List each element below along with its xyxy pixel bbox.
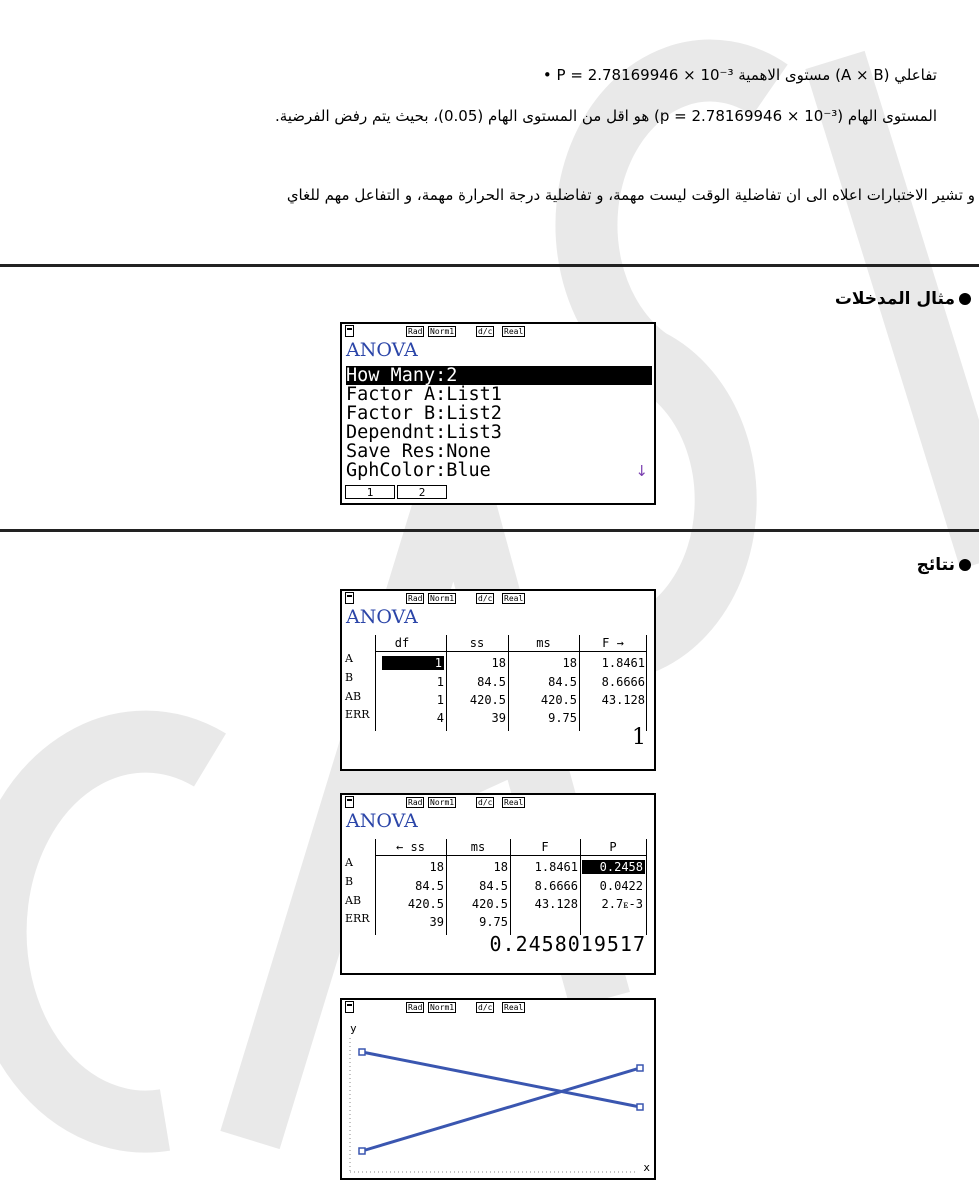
anova-setup-screen [340, 322, 656, 505]
table-cell[interactable]: 84.5 [548, 675, 577, 689]
interaction-line: • P = 2.78169946 × 10⁻³ مستوى الاهمية (A × B) تفاعلي [542, 66, 937, 84]
fkey-1[interactable]: 1 [345, 485, 395, 499]
status-bar [342, 795, 654, 811]
setup-row-factor-a[interactable]: Factor A:List1 [346, 384, 502, 405]
screen-title: ANOVA [346, 810, 418, 832]
status-tag-real: Real [504, 798, 524, 807]
table-cell[interactable]: 1.8461 [601, 656, 645, 670]
selected-value-readout: 0.2458019517 [489, 932, 646, 956]
table-cell[interactable]: 84.5 [479, 879, 508, 893]
table-cell[interactable]: 0.0422 [599, 879, 643, 893]
status-tag-norm: Norm1 [430, 327, 455, 336]
table-cell[interactable]: 84.5 [415, 879, 444, 893]
y-axis-label: y [350, 1022, 357, 1035]
status-tag-real: Real [504, 1003, 524, 1012]
data-point [359, 1049, 365, 1055]
fkey-2[interactable]: 2 [397, 485, 447, 499]
bullet-icon [959, 293, 971, 305]
table-cell[interactable]: 420.5 [407, 897, 444, 911]
column-header: df [394, 636, 410, 650]
clipboard-icon [345, 592, 354, 604]
table-cell-selected[interactable]: 0.2458 [582, 860, 645, 874]
status-tag-rad: Rad [408, 327, 423, 336]
table-cell[interactable]: 18 [491, 656, 506, 670]
setup-row-how-many[interactable]: How Many:2 [346, 366, 652, 385]
interaction-graph-screen [340, 998, 656, 1180]
table-cell[interactable]: 9.75 [548, 711, 577, 725]
status-tag-dc: d/c [478, 798, 493, 807]
significance-line: المستوى الهام (p = 2.78169946 × 10⁻³) هو اقل من المستوى الهام (0.05)، بحيث يتم رفض الفرضية. [274, 107, 937, 125]
row-label: AB [345, 690, 362, 703]
column-header: ms [470, 840, 486, 854]
row-label: A [345, 652, 353, 665]
status-tag-norm: Norm1 [430, 1003, 455, 1012]
status-tag-norm: Norm1 [430, 798, 455, 807]
table-cell[interactable]: 43.128 [534, 897, 578, 911]
table-cell[interactable]: 18 [493, 860, 508, 874]
table-cell[interactable]: 1 [436, 675, 444, 689]
table-cell-selected[interactable]: 1 [382, 656, 444, 670]
row-label: ERR [345, 912, 370, 925]
setup-row-graph-color[interactable]: GphColor:Blue [346, 460, 491, 481]
table-cell[interactable]: 18 [429, 860, 444, 874]
screen-title: ANOVA [346, 606, 418, 628]
table-cell[interactable]: 43.128 [601, 693, 645, 707]
data-point [637, 1065, 643, 1071]
table-cell[interactable]: 420.5 [469, 693, 506, 707]
setup-row-save-res[interactable]: Save Res:None [346, 441, 491, 462]
table-cell[interactable]: 18 [562, 656, 577, 670]
data-point [637, 1104, 643, 1110]
status-tag-norm: Norm1 [430, 594, 455, 603]
anova-table-1 [342, 631, 654, 731]
conclusion-line: و تشير الاختبارات اعلاه الى ان تفاضلية الوقت ليست مهمة، و تفاضلية درجة الحرارة مهمة، و التفاعل مهم للغاي [286, 186, 975, 204]
column-header: F → [602, 636, 624, 650]
selected-value-readout: 1 [632, 725, 646, 750]
input-example-heading: مثال المدخلات [835, 289, 971, 309]
row-label: B [345, 671, 354, 684]
row-label: A [345, 856, 353, 869]
x-axis-label: x [643, 1161, 650, 1174]
column-header: ss [469, 636, 485, 650]
table-cell[interactable]: 2.7ᴇ-3 [601, 897, 643, 911]
anova-results-screen-1 [340, 589, 656, 771]
table-cell[interactable]: 84.5 [477, 675, 506, 689]
status-tag-dc: d/c [478, 594, 493, 603]
bullet-icon [959, 559, 971, 571]
setup-row-factor-b[interactable]: Factor B:List2 [346, 403, 502, 424]
status-tag-real: Real [504, 327, 524, 336]
table-cell[interactable]: 39 [491, 711, 506, 725]
table-cell[interactable]: 1.8461 [534, 860, 578, 874]
row-label: B [345, 875, 354, 888]
status-tag-rad: Rad [408, 594, 423, 603]
table-cell[interactable]: 1 [436, 693, 444, 707]
table-cell[interactable]: 8.6666 [534, 879, 578, 893]
table-cell[interactable]: 9.75 [479, 915, 508, 929]
bullet-icon: • [542, 66, 557, 84]
row-label: AB [345, 894, 362, 907]
setup-row-dependent[interactable]: Dependnt:List3 [346, 422, 502, 443]
interaction-plot [342, 1000, 654, 1178]
scroll-down-icon: ↓ [635, 462, 648, 480]
clipboard-icon [345, 796, 354, 808]
screen-title: ANOVA [346, 339, 418, 361]
anova-results-screen-2 [340, 793, 656, 975]
table-cell[interactable]: 8.6666 [601, 675, 645, 689]
status-tag-dc: d/c [478, 327, 493, 336]
row-label: ERR [345, 708, 370, 721]
table-cell[interactable]: 39 [429, 915, 444, 929]
status-bar [342, 591, 654, 607]
column-header: F [541, 840, 549, 854]
column-header: ← ss [396, 840, 425, 854]
divider-1 [0, 264, 979, 267]
divider-2 [0, 529, 979, 532]
status-tag-rad: Rad [408, 798, 423, 807]
column-header: ms [536, 636, 551, 650]
status-tag-dc: d/c [478, 1003, 493, 1012]
status-bar [342, 324, 654, 340]
status-tag-rad: Rad [408, 1003, 423, 1012]
table-cell[interactable]: 420.5 [540, 693, 577, 707]
column-header: P [609, 840, 617, 854]
anova-table-2 [342, 835, 654, 935]
data-point [359, 1148, 365, 1154]
status-tag-real: Real [504, 594, 524, 603]
table-cell[interactable]: 420.5 [471, 897, 508, 911]
clipboard-icon [345, 325, 354, 337]
table-cell[interactable]: 4 [436, 711, 444, 725]
results-heading: نتائج [917, 555, 971, 575]
